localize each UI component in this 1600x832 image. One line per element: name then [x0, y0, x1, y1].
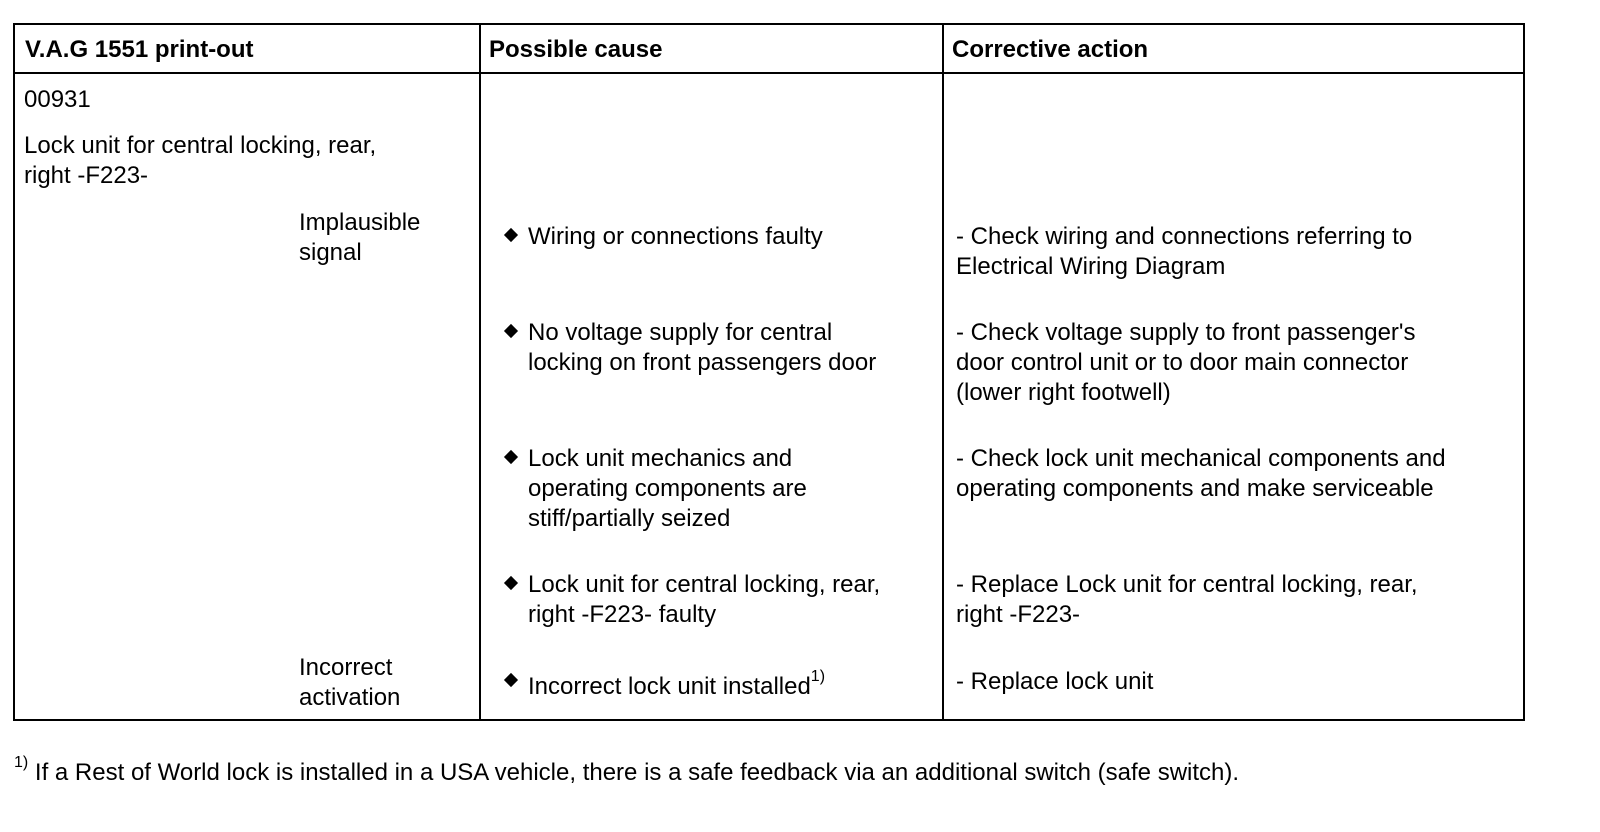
cause-line: stiff/partially seized — [528, 505, 731, 532]
action-line: - Check lock unit mechanical components and — [956, 445, 1446, 472]
condition-incorrect-line2: activation — [299, 684, 401, 711]
cause-line: Wiring or connections faulty — [528, 223, 823, 250]
cause-line: Incorrect lock unit installed$^{1)}$ — [528, 668, 826, 700]
cause-line: Lock unit for central locking, rear, — [528, 571, 881, 598]
cause-line: operating components are — [528, 475, 807, 502]
condition-implausible-line2: signal — [299, 239, 362, 266]
action-line: (lower right footwell) — [956, 379, 1171, 406]
footnote-ref: 1) — [810, 668, 826, 685]
action-line: door control unit or to door main connector — [956, 349, 1409, 376]
column-divider — [942, 25, 944, 719]
header-vag-printout: V.A.G 1551 print-out — [25, 36, 254, 63]
column-divider — [479, 25, 481, 719]
action-line: - Replace Lock unit for central locking, rear, — [956, 571, 1418, 598]
condition-incorrect-line1: Incorrect — [299, 654, 393, 681]
footnote-marker: 1) — [14, 754, 29, 771]
header-divider — [15, 72, 1523, 74]
cause-line: No voltage supply for central — [528, 319, 833, 346]
action-line: right -F223- — [956, 601, 1081, 628]
footnote-text: If a Rest of World lock is installed in a USA vehicle, there is a safe feedback via an additional switch (safe switch). — [28, 759, 1240, 786]
cause-line: locking on front passengers door — [528, 349, 877, 376]
component-name-line1: Lock unit for central locking, rear, — [24, 132, 377, 159]
action-line: Electrical Wiring Diagram — [956, 253, 1226, 280]
header-possible-cause: Possible cause — [489, 36, 663, 63]
action-line: - Replace lock unit — [956, 668, 1154, 695]
fault-code: 00931 — [24, 86, 91, 113]
cause-line: right -F223- faulty — [528, 601, 717, 628]
header-corrective-action: Corrective action — [952, 36, 1149, 63]
cause-line: Lock unit mechanics and — [528, 445, 793, 472]
footnote — [14, 754, 1240, 788]
action-line: operating components and make serviceable — [956, 475, 1434, 502]
action-line: - Check voltage supply to front passenger's — [956, 319, 1416, 346]
action-line: - Check wiring and connections referring to — [956, 223, 1413, 250]
component-name-line2: right -F223- — [24, 162, 149, 189]
condition-implausible-line1: Implausible — [299, 209, 421, 236]
fault-table — [13, 23, 1525, 721]
